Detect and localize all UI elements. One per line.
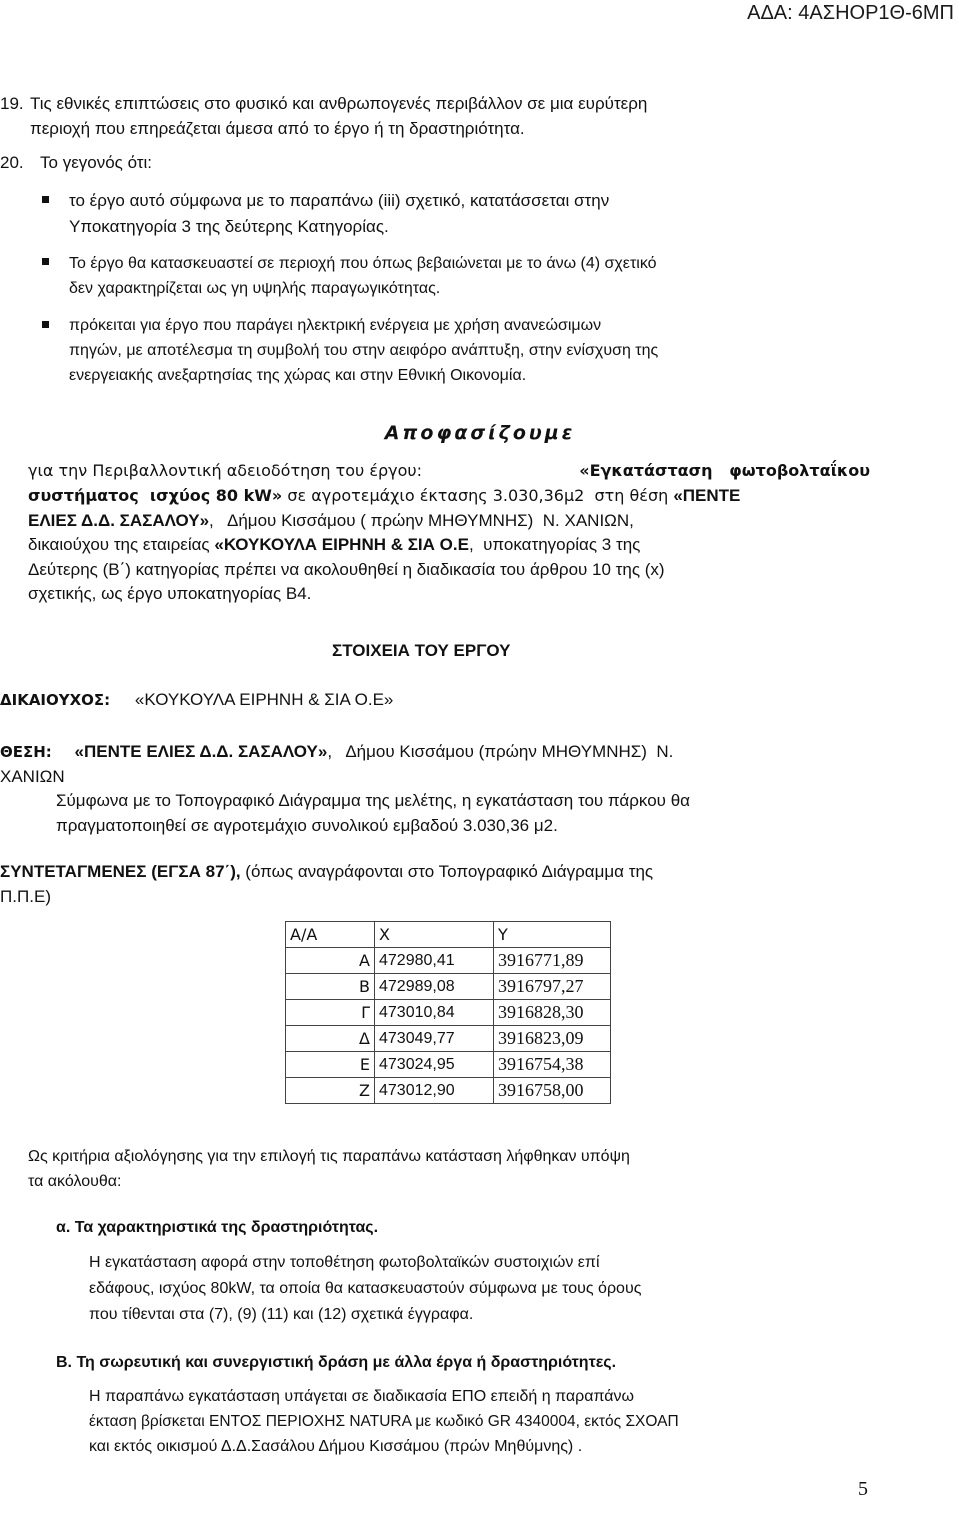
criterion-a-line1: Η εγκατάσταση αφορά στην τοποθέτηση φωτοβολταϊκών συστοιχιών επί	[89, 1254, 600, 1271]
table-row: Δ 473049,77 3916823,09	[286, 1026, 611, 1052]
criterion-a-heading: α. Τα χαρακτηριστικά της δραστηριότητας.	[56, 1219, 379, 1236]
table-row: Α 472980,41 3916771,89	[286, 948, 611, 974]
site-prefecture: ΧΑΝΙΩΝ	[0, 767, 65, 786]
bullet-square-icon	[42, 196, 49, 203]
bullet-3-line2: πηγών, με αποτέλεσμα τη συμβολή του στην αειφόρο ανάπτυξη, στην ενίσχυση της	[69, 342, 659, 359]
item-19-line2: περιοχή που επηρεάζεται άμεσα από το έργο ή τη δραστηριότητα.	[30, 119, 525, 138]
table-row: Ζ 473012,90 3916758,00	[286, 1078, 611, 1104]
item-20-number: 20.	[0, 153, 24, 172]
header-cell: Χ	[375, 922, 494, 948]
decision-line5: Δεύτερης (Β΄) κατηγορίας πρέπει να ακολουθηθεί η διαδικασία του άρθρου 10 της (x)	[28, 560, 665, 579]
bullet-2-line1: Το έργο θα κατασκευαστεί σε περιοχή που όπως βεβαιώνεται με το άνω (4) σχετικό	[69, 255, 657, 272]
decision-line4: δικαιούχου της εταιρείας «ΚΟΥΚΟΥΛΑ ΕΙΡΗΝΗ & ΣΙΑ Ο.Ε, υποκατηγορίας 3 της	[28, 535, 641, 554]
criterion-a-line2: εδάφους, ισχύος 80kW, τα οποία θα κατασκευαστούν σύμφωνα με τους όρους	[89, 1280, 642, 1297]
owner-label: ΔΙΚΑΙΟΥΧΟΣ:	[0, 691, 111, 709]
decision-text: για την Περιβαλλοντική αδειοδότηση του έργου:	[28, 461, 423, 480]
decision-line1	[28, 458, 870, 483]
criterion-b-heading: Β. Τη σωρευτική και συνεργιστική δράση με άλλα έργα ή δραστηριότητες.	[56, 1354, 617, 1371]
coordinates-table	[285, 921, 611, 1104]
bullet-3-line3: ενεργειακής ανεξαρτησίας της χώρας και στην Εθνική Οικονομία.	[69, 367, 527, 384]
bullet-2-line2: δεν χαρακτηρίζεται ως γη υψηλής παραγωγικότητας.	[69, 280, 441, 297]
header-cell: Υ	[494, 922, 611, 948]
site-row: ΘΕΣΗ: «ΠΕΝΤΕ ΕΛΙΕΣ Δ.Δ. ΣΑΣΑΛΟΥ», Δήμου Κισσάμου (πρώην ΜΗΘΥΜΝΗΣ) Ν.	[0, 742, 674, 761]
header-cell: Α/Α	[286, 922, 375, 948]
criteria-intro-line1: Ως κριτήρια αξιολόγησης για την επιλογή τις παραπάνω κατάσταση λήφθηκαν υπόψη	[28, 1148, 630, 1165]
decision-line3: ΕΛΙΕΣ Δ.Δ. ΣΑΣΑΛΟΥ», Δήμου Κισσάμου ( πρώην ΜΗΘΥΜΝΗΣ) Ν. ΧΑΝΙΩΝ,	[28, 511, 634, 530]
table-row: Γ 473010,84 3916828,30	[286, 1000, 611, 1026]
bullet-3-line1: πρόκειται για έργο που παράγει ηλεκτρική ενέργεια με χρήση ανανεώσιμων	[69, 317, 602, 334]
criterion-a-line3: που τίθενται στα (7), (9) (11) και (12) σχετικά έγγραφα.	[89, 1306, 474, 1323]
criteria-intro-line2: τα ακόλουθα:	[28, 1173, 122, 1190]
criterion-b-line3: και εκτός οικισμού Δ.Δ.Σασάλου Δήμου Κισσάμου (πρών Μηθύμνης) .	[89, 1438, 583, 1455]
item-19-line1: Τις εθνικές επιπτώσεις στο φυσικό και ανθρωπογενές περιβάλλον σε μια ευρύτερη	[30, 94, 648, 113]
project-details-heading: ΣΤΟΙΧΕΙΑ ΤΟΥ ΕΡΓΟΥ	[332, 641, 511, 660]
project-title: «Εγκατάσταση φωτοβολταΐκου	[579, 461, 870, 480]
site-value: «ΠΕΝΤΕ ΕΛΙΕΣ Δ.Δ. ΣΑΣΑΛΟΥ»	[74, 742, 328, 761]
owner-row	[0, 687, 393, 713]
coords-intro-tail: Π.Π.Ε)	[0, 887, 51, 906]
decision-line2: συστήματος ισχύος 80 kW» σε αγροτεμάχιο έκτασης 3.030,36μ2 στη θέση «ΠΕΝΤΕ	[28, 486, 741, 505]
item-19-number: 19.	[0, 94, 24, 113]
table-header-row	[286, 922, 611, 948]
page-number: 5	[858, 1478, 868, 1500]
ada-code: ΑΔΑ: 4ΑΣΗΟΡ1Θ-6ΜΠ	[747, 2, 954, 24]
bullet-1-line1: το έργο αυτό σύμφωνα με το παραπάνω (iii) σχετικό, κατατάσσεται στην	[69, 191, 610, 210]
site-label: ΘΕΣΗ:	[0, 743, 52, 761]
bullet-square-icon	[42, 258, 49, 265]
item-20-intro: Το γεγονός ότι:	[40, 153, 153, 172]
owner-value: «ΚΟΥΚΟΥΛΑ ΕΙΡΗΝΗ & ΣΙΑ Ο.Ε»	[134, 690, 394, 709]
decision-title: Αποφασίζουμε	[384, 422, 576, 444]
bullet-square-icon	[42, 321, 49, 328]
table-row: Ε 473024,95 3916754,38	[286, 1052, 611, 1078]
table-row: Β 472989,08 3916797,27	[286, 974, 611, 1000]
topo-line2: πραγματοποιηθεί σε αγροτεμάχιο συνολικού εμβαδού 3.030,36 μ2.	[56, 816, 558, 835]
coords-label: ΣΥΝΤΕΤΑΓΜΕΝΕΣ (ΕΓΣΑ 87΄),	[0, 862, 241, 881]
criterion-b-line1: Η παραπάνω εγκατάσταση υπάγεται σε διαδικασία ΕΠΟ επειδή η παραπάνω	[89, 1388, 635, 1405]
bullet-1-line2: Υποκατηγορία 3 της δεύτερης Κατηγορίας.	[69, 217, 389, 236]
topo-line1: Σύμφωνα με το Τοπογραφικό Διάγραμμα της μελέτης, η εγκατάσταση του πάρκου θα	[56, 791, 690, 810]
coords-intro: ΣΥΝΤΕΤΑΓΜΕΝΕΣ (ΕΓΣΑ 87΄), (όπως αναγράφονται στο Τοπογραφικό Διάγραμμα της	[0, 862, 654, 881]
criterion-b-line2: έκταση βρίσκεται ΕΝΤΟΣ ΠΕΡΙΟΧΗΣ NATURA με κωδικό GR 4340004, εκτός ΣΧΟΑΠ	[89, 1413, 679, 1430]
decision-line6: σχετικής, ως έργο υποκατηγορίας Β4.	[28, 584, 312, 603]
